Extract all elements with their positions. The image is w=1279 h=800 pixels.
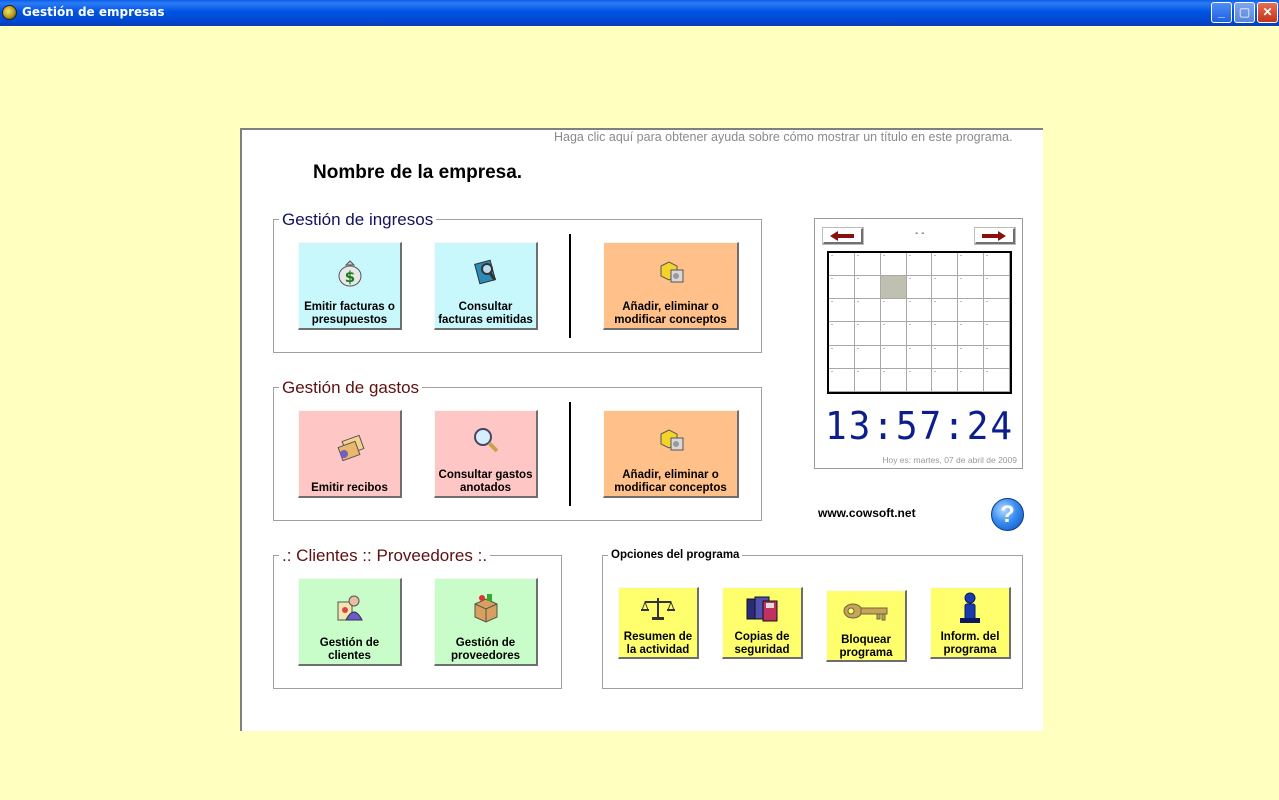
package-icon [470, 592, 502, 628]
consultar-facturas-label-1: Consultar [458, 301, 513, 313]
gastos-title: Gestión de gastos [279, 378, 422, 398]
calendar-day[interactable] [984, 346, 1010, 369]
calendar-day[interactable] [932, 253, 958, 276]
magnifier-icon [470, 424, 502, 460]
calendar-day-selected[interactable] [881, 276, 907, 299]
calendar-day[interactable] [855, 276, 881, 299]
calendar-day[interactable] [829, 322, 855, 345]
gestion-clientes-button[interactable] [298, 578, 402, 666]
calendar-day[interactable] [984, 369, 1010, 392]
help-hint-link[interactable]: Haga clic aquí para obtener ayuda sobre cómo mostrar un título en este programa. [554, 130, 1013, 144]
calendar-day[interactable] [958, 276, 984, 299]
svg-text:$: $ [344, 268, 355, 286]
website-link[interactable]: www.cowsoft.net [818, 506, 916, 520]
calendar-day[interactable] [855, 322, 881, 345]
conceptos-gastos-label-2: modificar conceptos [614, 482, 727, 494]
calendar-day[interactable] [829, 276, 855, 299]
gestion-proveedores-label-1: Gestión de [455, 637, 516, 649]
gestion-proveedores-button[interactable] [434, 578, 538, 666]
key-icon [843, 599, 889, 627]
calendar-day[interactable] [881, 346, 907, 369]
bloquear-label-1: Bloquear [841, 634, 891, 646]
prev-month-button[interactable] [823, 228, 863, 244]
resumen-actividad-button[interactable] [618, 587, 699, 659]
next-month-button[interactable] [975, 228, 1015, 244]
emitir-facturas-label-2: presupuestos [311, 314, 388, 326]
emitir-recibos-button[interactable] [298, 410, 402, 498]
calendar-day[interactable] [958, 346, 984, 369]
calendar-grid [827, 251, 1012, 394]
opciones-title: Opciones del programa [608, 549, 742, 561]
gestion-clientes-label-1: Gestión de [319, 637, 380, 649]
clientes-title: .: Clientes :: Proveedores :. [279, 546, 490, 566]
calendar-day[interactable] [829, 253, 855, 276]
calendar-day[interactable] [984, 276, 1010, 299]
calendar-day[interactable] [907, 322, 933, 345]
bloquear-label-2: programa [839, 647, 893, 659]
calendar-day[interactable] [829, 369, 855, 392]
consultar-gastos-button[interactable] [434, 410, 538, 498]
calendar-day[interactable] [881, 369, 907, 392]
emitir-facturas-button[interactable] [298, 242, 402, 330]
calendar-day[interactable] [907, 299, 933, 322]
calendar-day[interactable] [958, 299, 984, 322]
consultar-facturas-label-2: facturas emitidas [438, 314, 533, 326]
calendar-day[interactable] [932, 369, 958, 392]
info-person-icon [954, 592, 986, 630]
calendar-day[interactable] [958, 322, 984, 345]
calendar-day[interactable] [881, 253, 907, 276]
clients-icon [334, 592, 366, 628]
conceptos-gastos-label-1: Añadir, eliminar o [622, 469, 719, 481]
calendar-day[interactable] [829, 299, 855, 322]
calendar-day[interactable] [881, 322, 907, 345]
calendar-day[interactable] [932, 346, 958, 369]
calendar-day[interactable] [984, 322, 1010, 345]
money-bag-icon [334, 256, 366, 292]
magnifier-document-icon [470, 256, 502, 292]
receipts-icon [334, 434, 366, 468]
calendar-day[interactable] [907, 253, 933, 276]
calendar-day[interactable] [958, 253, 984, 276]
today-label: Hoy es: martes, 07 de abril de 2009 [882, 455, 1017, 465]
gestion-proveedores-label-2: proveedores [450, 650, 521, 662]
calendar-day[interactable] [855, 346, 881, 369]
arrow-left-icon [824, 229, 860, 243]
inform-label-2: programa [943, 644, 997, 656]
calendar-day[interactable] [907, 346, 933, 369]
app-icon [2, 5, 17, 20]
calendar-day[interactable] [855, 369, 881, 392]
emitir-recibos-label: Emitir recibos [311, 482, 388, 494]
digital-clock: 13:57:24 [824, 404, 1015, 448]
calendar-day[interactable] [932, 276, 958, 299]
arrow-right-icon [976, 229, 1012, 243]
calendar-day[interactable] [855, 299, 881, 322]
company-name: Nombre de la empresa. [313, 162, 523, 183]
calendar-widget [814, 218, 1023, 469]
gastos-separator [569, 402, 571, 506]
calendar-day[interactable] [984, 299, 1010, 322]
calendar-day[interactable] [881, 299, 907, 322]
calendar-day[interactable] [932, 322, 958, 345]
copias-seguridad-button[interactable] [722, 587, 803, 659]
bloquear-programa-button[interactable] [826, 590, 907, 662]
inform-programa-button[interactable] [930, 587, 1011, 659]
resumen-label-2: la actividad [626, 644, 690, 656]
conceptos-gastos-button[interactable] [603, 410, 739, 498]
restore-button[interactable]: ▢ [1234, 2, 1255, 23]
calendar-day[interactable] [907, 369, 933, 392]
minimize-button[interactable]: _ [1211, 2, 1232, 23]
gestion-clientes-label-2: clientes [328, 650, 371, 662]
shapes-icon [655, 424, 687, 460]
calendar-day[interactable] [932, 299, 958, 322]
help-icon[interactable]: ? [991, 498, 1024, 531]
shapes-icon [655, 256, 687, 292]
conceptos-ingresos-button[interactable] [603, 242, 739, 330]
inform-label-1: Inform. del [940, 631, 1000, 643]
disks-icon [744, 593, 780, 629]
consultar-gastos-label-2: anotados [459, 482, 512, 494]
calendar-day[interactable] [907, 276, 933, 299]
conceptos-ingresos-label-2: modificar conceptos [614, 314, 727, 326]
calendar-day[interactable] [855, 253, 881, 276]
title-bar [0, 0, 1279, 26]
close-button[interactable]: ✕ [1257, 2, 1278, 23]
copias-label-1: Copias de [734, 631, 790, 643]
month-label: - - [915, 228, 925, 239]
calendar-day[interactable] [958, 369, 984, 392]
window-title: Gestión de empresas [22, 5, 165, 19]
ingresos-separator [569, 234, 571, 338]
calendar-day[interactable] [829, 346, 855, 369]
resumen-label-1: Resumen de [623, 631, 693, 643]
emitir-facturas-label-1: Emitir facturas o [304, 301, 395, 313]
scales-icon [640, 594, 676, 626]
consultar-gastos-label-1: Consultar gastos [438, 469, 533, 481]
consultar-facturas-button[interactable] [434, 242, 538, 330]
ingresos-title: Gestión de ingresos [279, 210, 436, 230]
conceptos-ingresos-label-1: Añadir, eliminar o [622, 301, 719, 313]
calendar-day[interactable] [984, 253, 1010, 276]
copias-label-2: seguridad [734, 644, 790, 656]
